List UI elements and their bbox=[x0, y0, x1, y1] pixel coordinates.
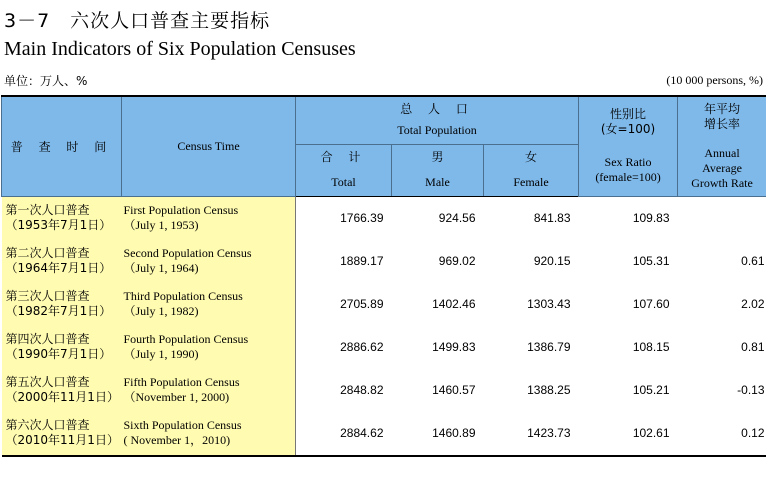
header-total-population: 总 人 口 Total Population bbox=[296, 96, 579, 144]
header-sex-ratio: 性别比 (女=100) Sex Ratio (female=100) bbox=[579, 96, 678, 196]
header-male: 男 Male bbox=[392, 144, 484, 196]
male-value: 1499.83 bbox=[432, 340, 476, 354]
census-name-en: Fifth Population Census （November 1, 2000) bbox=[122, 369, 296, 412]
census-name-en: Sixth Population Census ( November 1，2010) bbox=[122, 412, 296, 456]
header-growth-rate: 年平均 增长率 Annual Average Growth Rate bbox=[678, 96, 766, 196]
table-row bbox=[2, 369, 766, 412]
total-value: 2848.82 bbox=[340, 383, 384, 397]
header-female: 女 Female bbox=[484, 144, 579, 196]
female-value: 841.83 bbox=[533, 211, 571, 225]
table-row bbox=[2, 240, 766, 283]
growth-rate-value: 0.81 bbox=[741, 340, 765, 354]
male-value: 1402.46 bbox=[432, 297, 476, 311]
female-value: 1303.43 bbox=[527, 297, 571, 311]
male-value: 924.56 bbox=[438, 211, 476, 225]
census-name-en: Fourth Population Census （July 1, 1990) bbox=[122, 326, 296, 369]
census-name-cn: 第六次人口普查 （2010年11月1日） bbox=[2, 412, 122, 456]
total-value: 2884.62 bbox=[340, 426, 384, 440]
total-value: 2886.62 bbox=[340, 340, 384, 354]
unit-label-en: (10 000 persons, %) bbox=[666, 73, 763, 87]
female-value: 1423.73 bbox=[527, 426, 571, 440]
page-title-en: Main Indicators of Six Population Censuses bbox=[4, 38, 356, 60]
table-row bbox=[2, 283, 766, 326]
sex-ratio-value: 102.61 bbox=[632, 426, 670, 440]
census-name-en: First Population Census （July 1, 1953) bbox=[122, 196, 296, 240]
unit-label-cn: 单位：万人、% bbox=[4, 74, 88, 88]
census-name-cn: 第三次人口普查 （1982年7月1日） bbox=[2, 283, 122, 326]
sex-ratio-value: 107.60 bbox=[632, 297, 670, 311]
growth-rate-value: -0.13 bbox=[737, 383, 765, 397]
male-value: 969.02 bbox=[438, 254, 476, 268]
female-value: 1388.25 bbox=[527, 383, 571, 397]
sex-ratio-value: 105.21 bbox=[632, 383, 670, 397]
female-value: 1386.79 bbox=[527, 340, 571, 354]
census-name-cn: 第四次人口普查 （1990年7月1日） bbox=[2, 326, 122, 369]
sex-ratio-value: 105.31 bbox=[632, 254, 670, 268]
growth-rate-value bbox=[678, 196, 766, 240]
page-title-cn: 3－7 六次人口普查主要指标 bbox=[4, 10, 271, 32]
sex-ratio-value: 108.15 bbox=[632, 340, 670, 354]
growth-rate-value: 0.12 bbox=[741, 426, 765, 440]
census-name-en: Third Population Census （July 1, 1982) bbox=[122, 283, 296, 326]
growth-rate-value: 0.61 bbox=[741, 254, 765, 268]
header-total: 合 计 Total bbox=[296, 144, 392, 196]
male-value: 1460.57 bbox=[432, 383, 476, 397]
total-value: 1766.39 bbox=[340, 211, 384, 225]
header-census-time-en: Census Time bbox=[122, 96, 296, 196]
table-row bbox=[2, 326, 766, 369]
census-name-cn: 第二次人口普查 （1964年7月1日） bbox=[2, 240, 122, 283]
growth-rate-value: 2.02 bbox=[741, 297, 765, 311]
census-table bbox=[1, 95, 766, 457]
header-census-time-cn: 普 查 时 间 bbox=[2, 96, 122, 196]
table-row bbox=[2, 412, 766, 456]
census-name-cn: 第一次人口普查 （1953年7月1日） bbox=[2, 196, 122, 240]
table-row bbox=[2, 196, 766, 240]
male-value: 1460.89 bbox=[432, 426, 476, 440]
female-value: 920.15 bbox=[533, 254, 571, 268]
total-value: 1889.17 bbox=[340, 254, 384, 268]
sex-ratio-value: 109.83 bbox=[632, 211, 670, 225]
census-name-cn: 第五次人口普查 （2000年11月1日） bbox=[2, 369, 122, 412]
census-name-en: Second Population Census （July 1, 1964) bbox=[122, 240, 296, 283]
total-value: 2705.89 bbox=[340, 297, 384, 311]
